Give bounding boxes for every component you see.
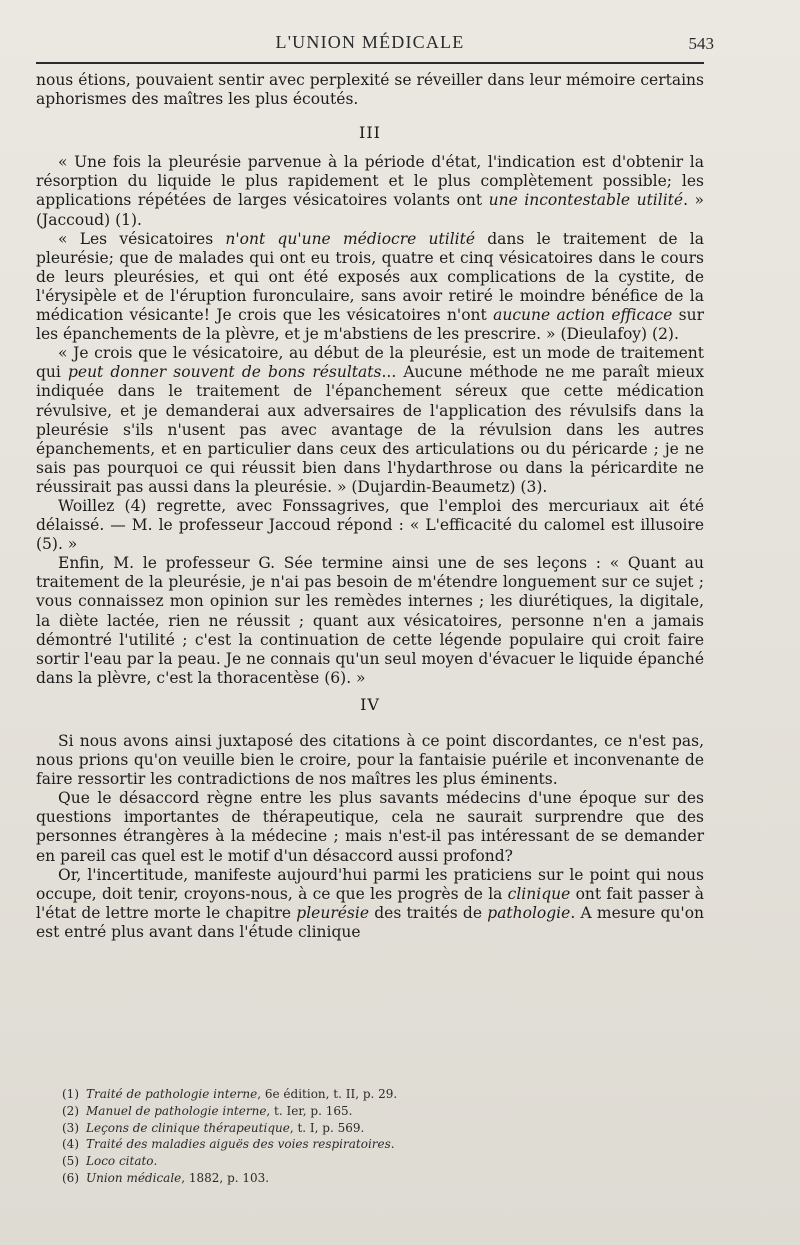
paragraph-uncertainty <box>36 866 704 942</box>
text-run: dans le traitement de la pleurésie; que de malades qui ont eu trois, quatre et cinq vésicatoires dans le cours de leurs pleurésies, et qui ont été exposés aux complications de la cystite, de l'érysipèle et de l'éruption furonculaire, sans avoir retiré le moindre bénéfice de la médication vésicante! Je crois que les vésicatoires n'ont <box>36 229 704 325</box>
page-number: 543 <box>688 34 714 53</box>
footnotes <box>62 1086 622 1187</box>
page-header <box>30 30 714 60</box>
header-rule <box>36 62 704 64</box>
footnote-title: Traité des maladies aiguës des voies respiratoires <box>86 1137 391 1152</box>
text-run: des traités de <box>369 903 488 922</box>
running-title: L'UNION MÉDICALE <box>275 32 465 52</box>
paragraph-continuation: nous étions, pouvaient sentir avec perplexité se réveiller dans leur mémoire certains aphorismes des maîtres les plus écoutés. <box>36 71 704 109</box>
italic-run: pathologie <box>487 903 571 922</box>
footnote-rest: , t. I, p. 569. <box>289 1120 365 1135</box>
footnote <box>62 1136 622 1153</box>
footnote-title: Leçons de clinique thérapeutique <box>86 1120 290 1135</box>
text-run: sur les épanchements de la plèvre, et je m'abstiens de les prescrire. » (Dieulafoy) (2). <box>36 306 704 344</box>
italic-run: peut donner souvent de bons résultats <box>67 363 382 382</box>
italic-run: clinique <box>507 884 571 903</box>
text-run: . » (Jaccoud) (1). <box>36 191 704 229</box>
italic-run: une incontestable utilité <box>488 191 684 210</box>
text-run: « Je crois que le vésicatoire, au début de la pleurésie, est un mode de traitement qui <box>36 344 704 382</box>
footnote-mark: (2) <box>62 1103 79 1118</box>
footnote <box>62 1170 622 1187</box>
footnote-title: Union médicale <box>86 1170 182 1185</box>
text-run: « Une fois la pleurésie parvenue à la période d'état, l'indication est d'obtenir la résorption du liquide le plus rapidement et le plus complètement possible; les applications répétées de larges vésicatoires volants ont <box>36 153 704 210</box>
footnote <box>62 1086 622 1103</box>
text-run: . A mesure qu'on est entré plus avant dans l'étude clinique <box>36 903 705 941</box>
footnote-mark: (5) <box>62 1154 79 1169</box>
paragraph-discordant-citations: Si nous avons ainsi juxtaposé des citations à ce point discordantes, ce n'est pas, nous prions qu'on veuille bien le croire, pour la fantaisie puérile et inconvenante de faire ressortir les contradictions de nos maîtres les plus éminents. <box>36 732 704 789</box>
footnote-mark: (3) <box>62 1120 79 1135</box>
paragraph-dieulafoy-quote <box>36 230 704 345</box>
paragraph-see-quote: Enfin, M. le professeur G. Sée termine ainsi une de ses leçons : « Quant au traitement de la pleurésie, je n'ai pas besoin de m'étendre longuement sur ce sujet ; vous connaissez mon opinion sur les remèdes internes ; les diurétiques, la digitale, la diète lactée, rien ne réussit ; quant aux vésicatoires, personne n'en a jamais démontré l'utilité ; c'est la continuation de cette légende populaire qui croit faire sortir l'eau par la peau. Je ne connais qu'un seul moyen d'évacuer le liquide épanché dans la plèvre, c'est la thoracentèse (6). » <box>36 554 704 687</box>
italic-run: aucune action efficace <box>493 306 673 325</box>
italic-run: n'ont qu'une médiocre utilité <box>225 229 476 248</box>
footnote-title: Loco citato <box>86 1154 154 1169</box>
paragraph-disagreement: Que le désaccord règne entre les plus savants médecins d'une époque sur des questions importantes de thérapeutique, cela ne saurait surprendre que des personnes étrangères à la médecine ; mais n'est-il pas intéressant de se demander en pareil cas quel est le motif d'un désaccord aussi profond? <box>36 789 704 865</box>
section-heading-iv: IV <box>360 694 380 714</box>
footnote-mark: (4) <box>62 1137 79 1152</box>
footnote-rest: , 6e édition, t. II, p. 29. <box>257 1087 398 1101</box>
text-run: Or, l'incertitude, manifeste aujourd'hui parmi les praticiens sur le point qui nous occupe, doit tenir, croyons-nous, à ce que les progrès de la <box>36 865 704 903</box>
italic-run: pleurésie <box>296 903 369 922</box>
footnote-title: Manuel de pathologie interne <box>86 1103 267 1118</box>
section-heading-iii: III <box>359 123 381 143</box>
footnote-mark: (6) <box>62 1170 79 1185</box>
body-text <box>36 71 704 942</box>
paragraph-jaccoud-quote <box>36 153 704 229</box>
footnote-rest: . <box>153 1154 158 1169</box>
footnote-mark: (1) <box>62 1087 79 1101</box>
text-run: ont fait passer à l'état de lettre morte le chapitre <box>36 884 704 922</box>
text-run: ... Aucune méthode ne me paraît mieux indiquée dans le traitement de l'épanchement séreux que cette médication révulsive, et je demanderai aux adversaires de l'application des révulsifs dans la pleurésie s'ils n'usent pas avec avantage de la révulsion dans les autres épanchements, et en particulier dans ceux des articulations ou du péricarde ; je ne sais pas pourquoi ce qui réussit bien dans l'hydarthrose ou dans la péricardite ne réussirait pas aussi dans la pleurésie. » (Dujardin-Beaumetz) (3). <box>36 363 704 496</box>
text-run: « Les vésicatoires <box>58 229 226 248</box>
footnote <box>62 1103 622 1120</box>
footnote <box>62 1120 622 1137</box>
footnote-rest: . <box>390 1137 395 1152</box>
footnote-rest: , 1882, p. 103. <box>181 1170 270 1185</box>
paragraph-woillez: Woillez (4) regrette, avec Fonssagrives, que l'emploi des mercuriaux ait été délaissé. — M. le professeur Jaccoud répond : « L'efficacité du calomel est illusoire (5). » <box>36 496 704 554</box>
footnote-rest: , t. Ier, p. 165. <box>266 1103 353 1118</box>
footnote <box>62 1153 622 1170</box>
footnote-title: Traité de pathologie interne <box>86 1087 258 1101</box>
paragraph-dujardin-quote <box>36 344 704 497</box>
